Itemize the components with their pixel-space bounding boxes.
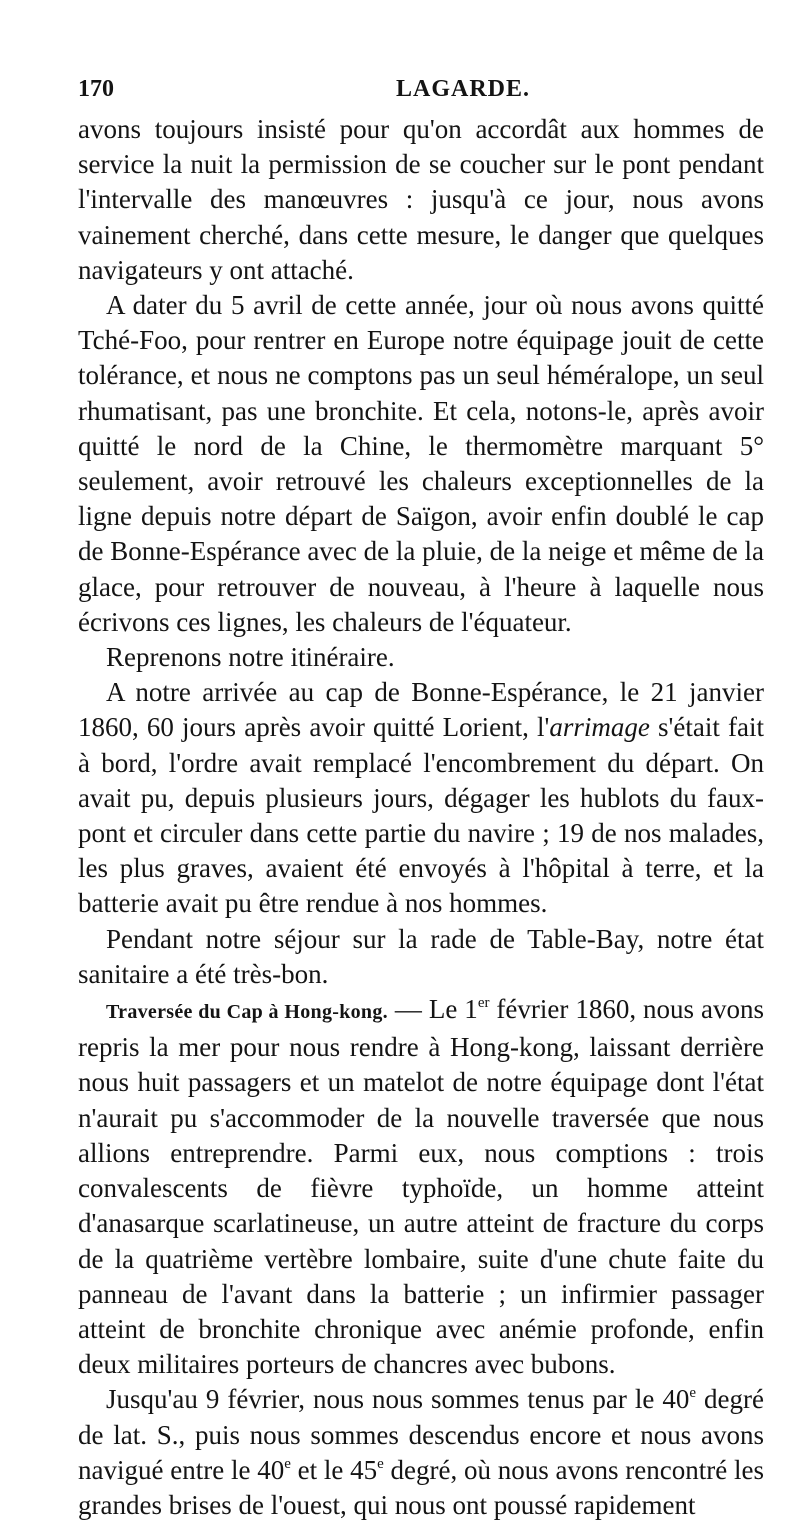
superscript-e-1: e [689,1385,697,1402]
paragraph-6-text-a: — Le 1 [387,994,478,1025]
paragraph-7-text-c: et le 45 [290,1454,378,1485]
paragraph-6 [78,992,764,1382]
paragraph-4 [78,675,764,921]
page-header [78,70,764,110]
superscript-e-3: e [377,1455,384,1472]
paragraph-4-text-b: s'était fait à bord, l'ordre avait remplacé l'encombrement du départ. On avait pu, depuis plusieurs jours, dégager les hublots du faux-pont et circuler dans cette partie du navire ; 19 de nos malades, les plus graves, avaient été envoyés à l'hôpital à terre, et la batterie avait pu être rendue à nos hommes. [78,712,764,919]
running-title: LAGARDE. [396,76,531,102]
italic-term: arrimage [549,712,650,743]
paragraph-7-text-a: Jusqu'au 9 février, nous nous sommes tenus par le 40 [106,1384,690,1415]
paragraph-2: A dater du 5 avril de cette année, jour où nous avons quitté Tché-Foo, pour rentrer en Europe notre équipage jouit de cette tolérance, et nous ne comptons pas un seul héméralope, un seul rhumatisant, pas une bronchite. Et cela, notons-le, après avoir quitté le nord de la Chine, le thermomètre marquant 5° seulement, avoir retrouvé les chaleurs exceptionnelles de la ligne depuis notre départ de Saïgon, avoir enfin doublé le cap de Bonne-Espérance avec de la pluie, de la neige et même de la glace, pour retrouver de nouveau, à l'heure à laquelle nous écrivons ces lignes, les chaleurs de l'équateur. [78,290,764,637]
paragraph-5: Pendant notre séjour sur la rade de Table-Bay, notre état sanitaire a été très-bon. [78,923,764,989]
book-page [78,70,764,1523]
paragraph-7 [78,1382,764,1523]
superscript-er: er [477,995,490,1012]
paragraph-6-text-b: février 1860, nous avons repris la mer pour nous rendre à Hong-kong, laissant derrière nous huit passagers et un matelot de notre équipage dont l'état n'aurait pu s'accommoder de la nouvelle traversée que nous allions entreprendre. Parmi eux, nous comptions : trois convalescents de fièvre typhoïde, un homme atteint d'anasarque scarlatineuse, un autre atteint de fracture du corps de la quatrième vertèbre lombaire, suite d'une chute faite du panneau de l'avant dans la batterie ; un infirmier passager atteint de bronchite chronique avec anémie profonde, enfin deux militaires porteurs de chancres avec bubons. [78,994,764,1380]
superscript-e-2: e [284,1455,291,1472]
section-heading: Traversée du Cap à Hong-kong. [106,1001,388,1024]
body-text [78,112,764,1523]
paragraph-4-text-a: A notre arrivée au cap de Bonne-Espérance, le 21 janvier 1860, 60 jours après avoir quitté Lorient, l' [78,677,764,743]
paragraph-1: avons toujours insisté pour qu'on accordât aux hommes de service la nuit la permission de se coucher sur le pont pendant l'intervalle des manœuvres : jusqu'à ce jour, nous avons vainement cherché, dans cette mesure, le danger que quelques navigateurs y ont attaché. [78,114,764,285]
paragraph-7-text-b: degré de lat. S., puis nous sommes descendus encore et nous avons navigué entre le 40 [78,1384,764,1485]
paragraph-3: Reprenons notre itinéraire. [106,642,395,673]
page-number: 170 [78,76,114,102]
paragraph-7-text-d: degré, où nous avons rencontré les grandes brises de l'ouest, qui nous ont poussé rapidement [78,1454,764,1520]
